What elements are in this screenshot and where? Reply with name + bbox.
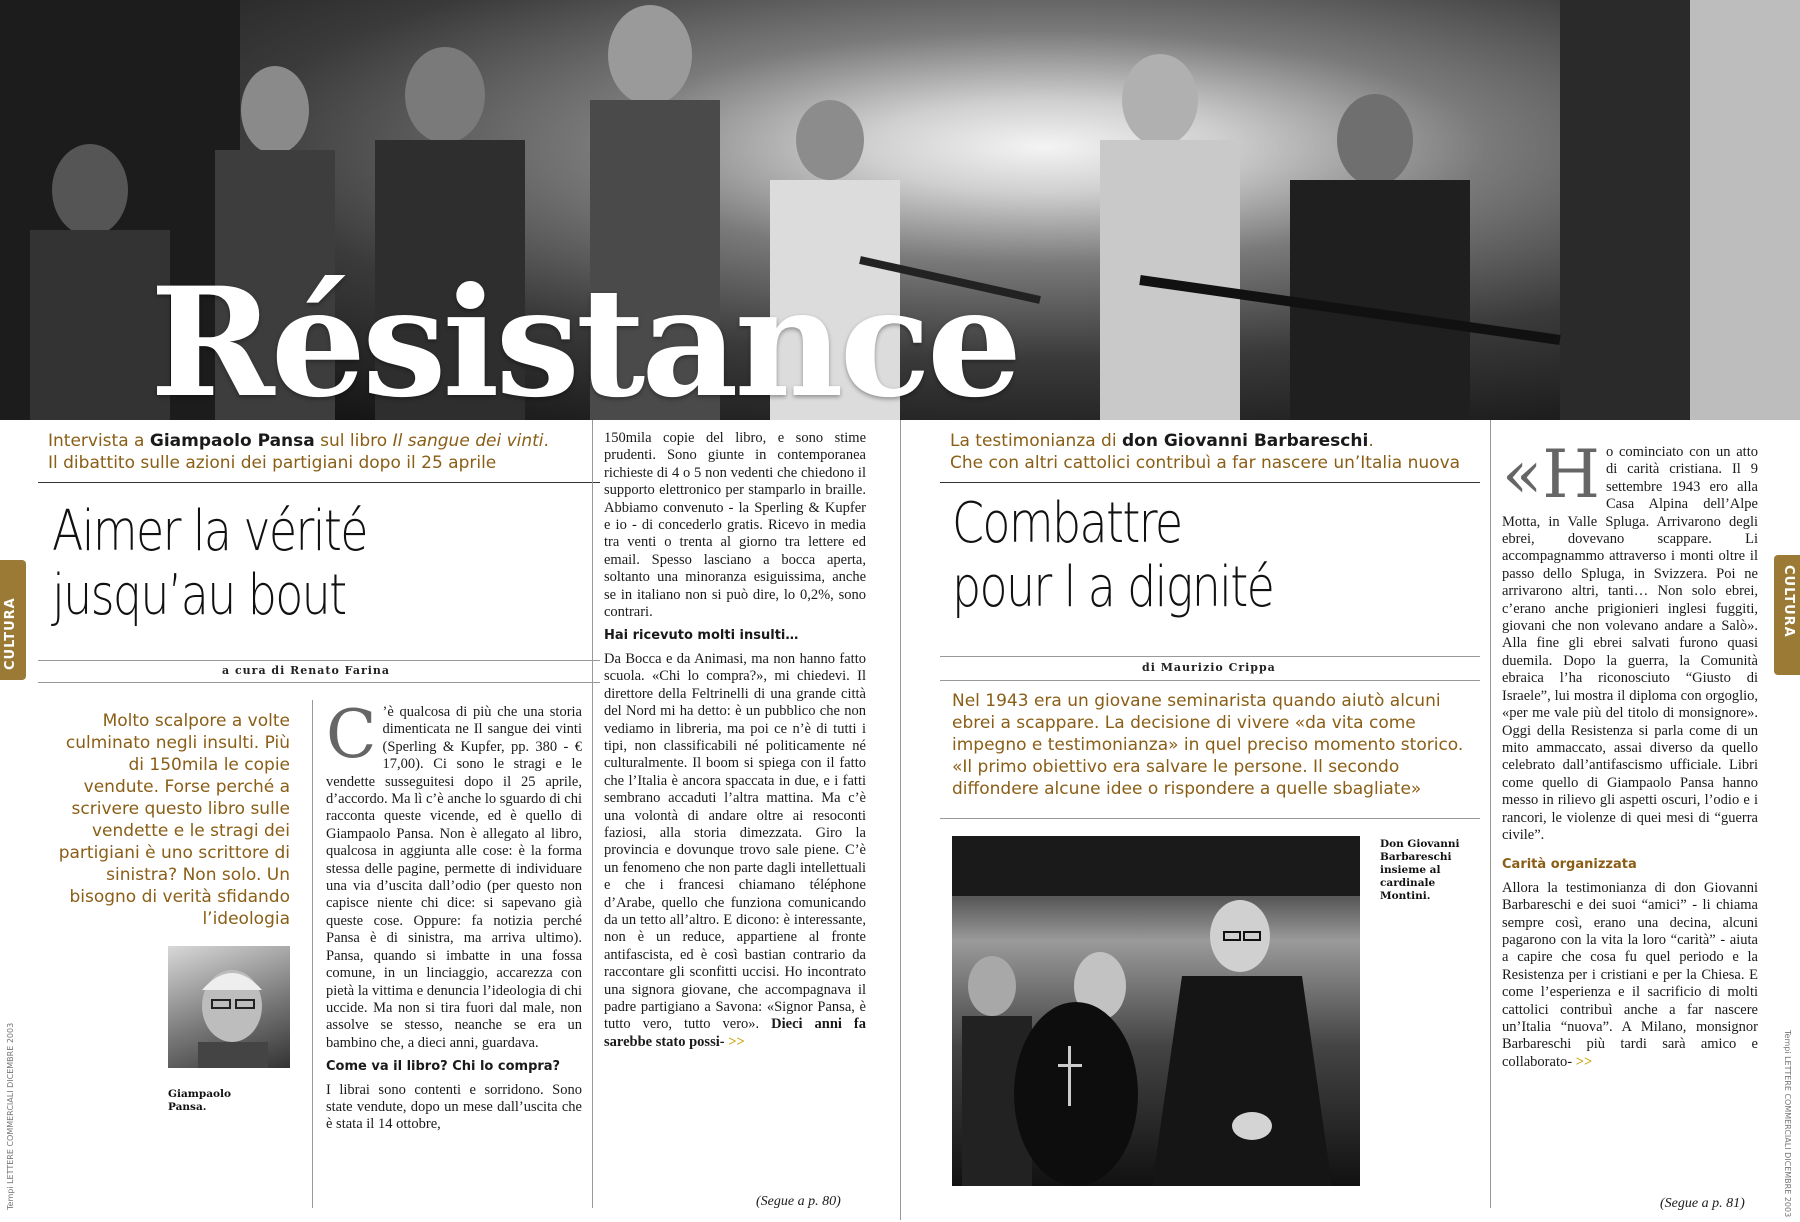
divider xyxy=(38,482,600,483)
page-margin-left: Tempi LETTERE COMMERCIALI DICEMBRE 2003 xyxy=(6,1022,15,1210)
section-tab-right xyxy=(1774,555,1800,675)
column-rule xyxy=(312,700,313,1208)
hero-title: Résistance xyxy=(150,255,1019,420)
section-tab-label: CULTURA xyxy=(3,597,18,670)
left-byline: a cura di Renato Farina xyxy=(222,664,391,677)
left-column-2: 150mila copie del libro, e sono stime prudenti. Sono giunte in contemporanea richieste di 4 o 5 non vedenti che chiedono il supporto elettronico per stamparlo in braille. Abbiamo convenuto - la Sperling & Kupfer e io - di concederlo gratis. Ricevo in media tra venti o trenta al giorno tra lettere ed email. Spesso lasciano a bocca aperta, soltanto una minoranza esiguissima, anche se in italiano non si può dire, lo 0,2%, sono contrari. Hai ricevuto molti insulti… Da Bocca e da Animasi, ma non hanno fatto scuola. «Chi lo compra?», mi chiedevi. Il direttore della Feltrinelli di una grande città del Nord mi ha detto: è un pubblico che non vediamo in libreria, ma poi ce n’è di tutti i tipi, non classificabili né politicamente né culturalmente. Il boom si spiega con il fatto che l’Italia è ancora spaccata in due, e i fatti sembrano accaduti l’altra mattina. Ma c’è una volontà di andare oltre ai resoconti faziosi, alla storia dimezzata. Giro la provincia e dovunque trovo sale piene. C’è un fenomeno che non parte dagli intellettuali e che i francesi chiamano téléphone d’Arabe, quello che funziona comunicando da un tetto all’altro. E dicono: è interessante, non è un reduce, appartiene al fronte antifascista, ed è così bastian contrario da raccontare gli sconfitti uccisi. Ho incontrato una signora giovane, che accompagnava il padre partigiano a Savona: «Signor Pansa, è tutto vero, tutto vero». Dieci anni fa sarebbe stato possi- >> xyxy=(604,430,866,1050)
right-continued: (Segue a p. 81) xyxy=(1660,1196,1745,1211)
divider xyxy=(38,660,600,661)
divider xyxy=(940,818,1480,819)
divider xyxy=(38,682,600,683)
right-byline: di Maurizio Crippa xyxy=(1142,661,1276,674)
section-tab-label: CULTURA xyxy=(1781,565,1796,638)
left-lead: Molto scalpore a volte culminato negli insulti. Più di 150mila le copie vendute. Forse perché a scrivere questo libro sulle vendette e le stragi dei partigiani è uno scrittore di sinistra? Non solo. Un bisogno di verità sfidando l’ideologia xyxy=(58,711,290,929)
barbareschi-photo xyxy=(952,836,1360,1186)
divider xyxy=(940,482,1480,483)
hero-photo xyxy=(0,0,1800,420)
author-photo-caption: Giampaolo Pansa. xyxy=(168,1088,232,1113)
left-column-1: C ’è qualcosa di più che una storia dimenticata ne Il sangue dei vinti (Sperling & Kupfer, pp. 380 - € 17,00). Ci sono le stragi e le vendette susseguitesi dopo il 25 aprile, d’accordo. Ma lì c’è anche lo sguardo di chi racconta queste vicende, ed è quello di Giampaolo Pansa. Non è allegato al libro, qualcosa in aggiunta alle cose: è la forma stessa delle pagine, permette di individuare una via d’uscita dall’odio (per questo non capisce niente chi dice: si sapevano già queste cose. Oppure: fa notizia perché Pansa è di sinistra, ma arriva ultimo). Pansa, quando si imbatte in una fossa comune, in un linciaggio, accarezza con pietà la vittima e denuncia l’ideologia di chi uccide. Ma non si tira fuori dal male, non assolve se stesso, neanche se era un bambino che, a dieci anni, guardava. Come va il libro? Chi lo compra? I librai sono contenti e sorridono. Sono state vendute, dopo un mese dall’uscita che è stata il 14 ottobre, xyxy=(326,696,582,1133)
column-rule xyxy=(592,420,593,1208)
right-kicker: La testimonianza di don Giovanni Barbareschi. Che con altri cattolici contribuì a far nascere un’Italia nuova xyxy=(950,431,1461,473)
page-margin-right: Tempi LETTERE COMMERCIALI DICEMBRE 2003 xyxy=(1783,1030,1792,1218)
left-kicker: Intervista a Giampaolo Pansa sul libro Il sangue dei vinti. Il dibattito sulle azioni dei partigiani dopo il 25 aprile xyxy=(48,431,549,473)
divider xyxy=(940,656,1480,657)
page-gutter xyxy=(900,420,901,1220)
author-photo xyxy=(168,946,290,1068)
divider xyxy=(940,680,1480,681)
column-rule xyxy=(1490,420,1491,1208)
left-continued: (Segue a p. 80) xyxy=(756,1194,841,1209)
left-headline: Aimer la vérité jusqu’au bout xyxy=(52,499,367,628)
right-lead: Nel 1943 era un giovane seminarista quando aiutò alcuni ebrei a scappare. La decisione di vivere «da vita come impegno e testimonianza» in quel preciso momento storico. «Il primo obiettivo era salvare le persone. Il secondo diffondere alcune idee o rispondere a quelle sbagliate» xyxy=(952,691,1464,799)
right-column: «Ho cominciato con un atto di carità cristiana. Il 9 settembre 1943 ero alla Casa Alpina dell’Alpe Motta, in Valle Spluga. Arrivarono degli ebrei, dovevano scappare. Li accompagnammo attraverso i monti oltre il passo dello Spluga, in Svizzera. Poi ne arrivarono altri, tanti… Non solo ebrei, c’erano anche prigionieri inglesi fuggiti, giovani che non volevano andare a Salò». Alla fine gli ebrei salvati furono quasi duemila. Dopo la guerra, la Comunità ebraica l’ha riconosciuto “Giusto di Israele”, lui mostra il diploma con orgoglio, «per me vale più del titolo di monsignore». Oggi della Resistenza si parla come di un mito ammaccato, assai diverso da quello celebrato dall’antifascismo ufficiale. Libri come quello di Giampaolo Pansa hanno messo in rilievo gli aspetti oscuri, l’odio e i rancori, le violenze di quei mesi di “guerra civile”. Carità organizzata Allora la testimonianza di don Giovanni Barbareschi e dei suoi “amici” - li chiama sempre così, erano una decina, alcuni pagarono con la vita la loro “carità” - aiuta a capire che cosa fu quel periodo e la Resistenza per i cristiani e per la Chiesa. E come l’esperienza e il sacrificio di molti cattolici contribuì anche a far nascere un’Italia “nuova”. A Milano, monsignor Barbareschi più tardi sarà amico e collaborato- >> xyxy=(1502,436,1758,1070)
section-tab-left xyxy=(0,560,26,680)
barbareschi-photo-caption: Don Giovanni Barbareschi insieme al cardinale Montini. xyxy=(1380,838,1460,902)
right-headline: Combattre pour l a dignité xyxy=(952,491,1274,620)
